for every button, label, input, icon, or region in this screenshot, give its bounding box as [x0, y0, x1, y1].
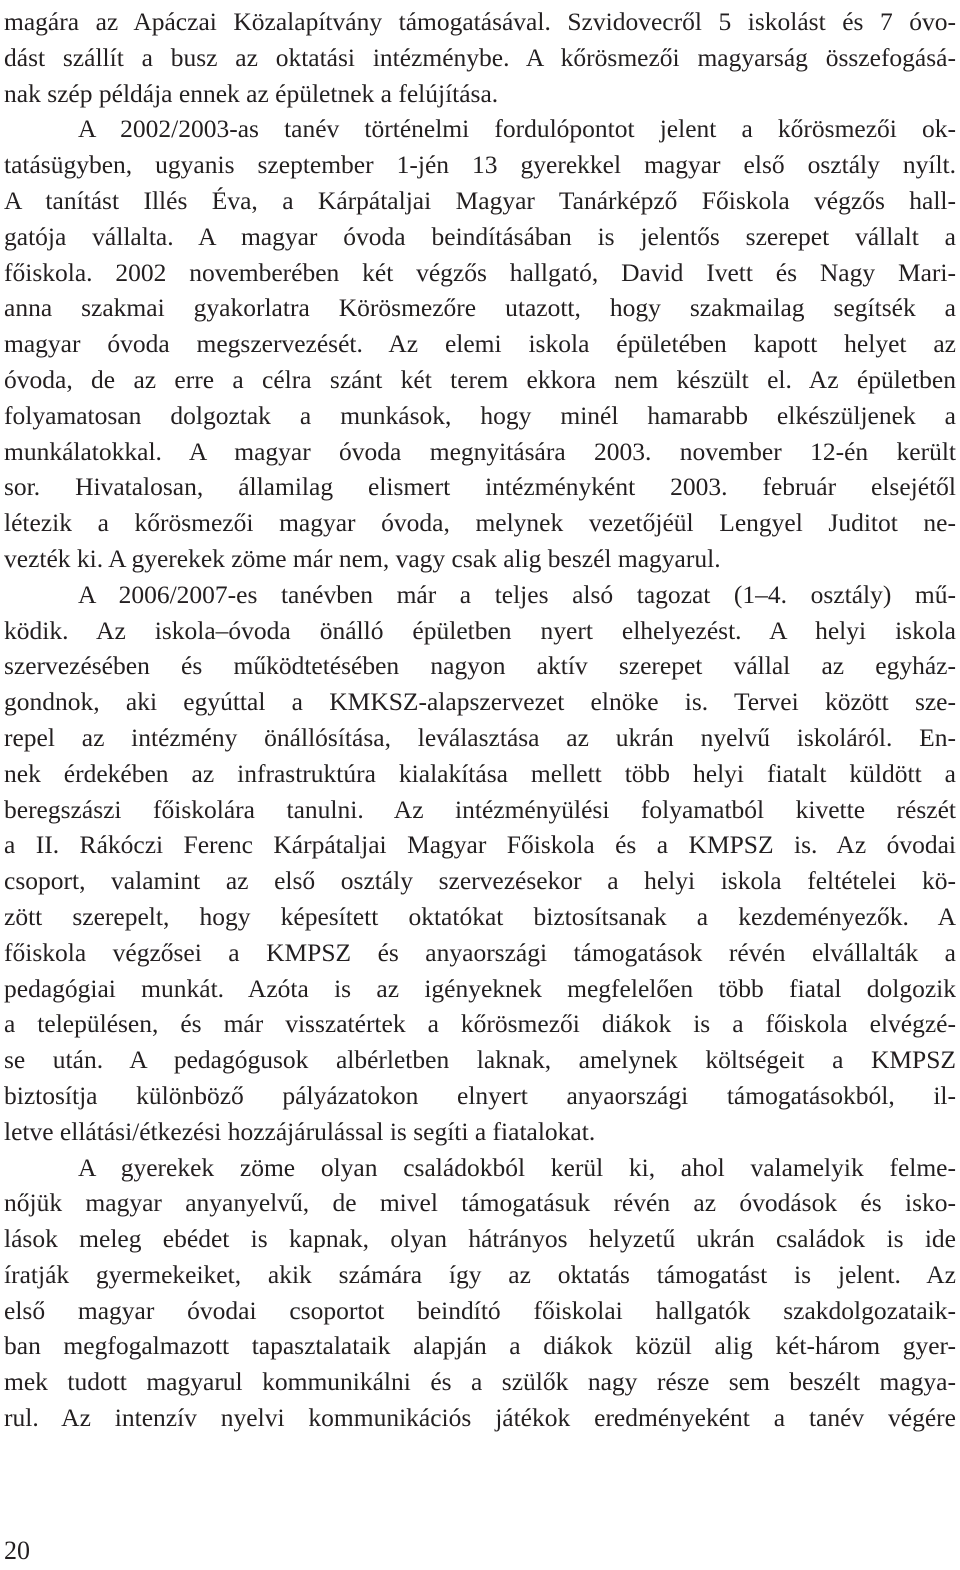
- text-line: vezték ki. A gyerekek zöme már nem, vagy csak alig beszél magyarul.: [4, 543, 721, 573]
- text-line: főiskola végzősei a KMPSZ és anyaországi támogatások révén elvállalták a: [4, 937, 956, 967]
- text-line: mek tudott magyarul kommunikálni és a szülők nagy része sem beszélt magya-: [4, 1367, 956, 1397]
- text-line: csoport, valamint az első osztály szervezésekor a helyi iskola feltételei kö-: [4, 866, 956, 896]
- text-line: ban megfogalmazott tapasztalataik alapján a diákok közül alig két-három gyer-: [4, 1331, 956, 1361]
- text-line: anna szakmai gyakorlatra Körösmezőre utazott, hogy szakmailag segítsék a: [4, 293, 956, 323]
- text-line: főiskola. 2002 novemberében két végzős hallgató, David Ivett és Nagy Mari-: [4, 257, 956, 287]
- text-line: munkálatokkal. A magyar óvoda megnyitására 2003. november 12-én került: [4, 436, 956, 466]
- text-line: első magyar óvodai csoportot beindító főiskolai hallgatók szakdolgozataik-: [4, 1295, 956, 1325]
- text-line: nek érdekében az infrastruktúra kialakítása mellett több helyi fiatalt küldött a: [4, 758, 956, 788]
- page-number: 20: [4, 1536, 30, 1565]
- text-line: magára az Apáczai Közalapítvány támogatásával. Szvidovecről 5 iskolást és 7 óvo-: [4, 7, 956, 36]
- text-line: tatásügyben, ugyanis szeptember 1-jén 13 gyerekkel magyar első osztály nyílt.: [4, 150, 956, 180]
- text-line: repel az intézmény önállósítása, leválasztása az ukrán nyelvű iskoláról. En-: [4, 722, 956, 752]
- text-line: gatója vállalta. A magyar óvoda beindításában is jelentős szerepet vállalt a: [4, 221, 956, 251]
- text-line: gondnok, aki egyúttal a KMKSZ-alapszervezet elnöke is. Tervei között sze-: [4, 687, 956, 717]
- text-line: magyar óvoda megszervezését. Az elemi iskola épületében kapott helyet az: [4, 329, 956, 359]
- text-line: ködik. Az iskola–óvoda önálló épületben nyert elhelyezést. A helyi iskola: [4, 615, 956, 645]
- text-line: nak szép példája ennek az épületnek a felújítása.: [4, 78, 499, 108]
- text-line: A 2006/2007-es tanévben már a teljes alsó tagozat (1–4. osztály) mű-: [78, 579, 956, 609]
- text-line: A gyerekek zöme olyan családokból kerül ki, ahol valamelyik felme-: [78, 1152, 956, 1182]
- text-line: A tanítást Illés Éva, a Kárpátaljai Magyar Tanárképző Főiskola végzős hall-: [4, 185, 956, 215]
- text-line: se után. A pedagógusok albérletben laknak, amelynek költségeit a KMPSZ: [4, 1045, 956, 1075]
- text-line: A 2002/2003-as tanév történelmi fordulópontot jelent a kőrösmezői ok-: [78, 114, 956, 144]
- body-text: [4, 4, 956, 1436]
- text-line: dást szállít a busz az oktatási intézménybe. A kőrösmezői magyarság összefogásá-: [4, 42, 956, 72]
- text-line: folyamatosan dolgoztak a munkások, hogy minél hamarabb elkészüljenek a: [4, 400, 956, 430]
- text-line: lások meleg ebédet is kapnak, olyan hátrányos helyzetű ukrán családok is ide: [4, 1224, 956, 1254]
- text-line: óvoda, de az erre a célra szánt két terem ekkora nem készült el. Az épületben: [4, 364, 956, 394]
- text-line: a II. Rákóczi Ferenc Kárpátaljai Magyar Főiskola és a KMPSZ is. Az óvodai: [4, 830, 956, 860]
- text-line: létezik a kőrösmezői magyar óvoda, melynek vezetőjéül Lengyel Juditot ne-: [4, 508, 956, 538]
- text-line: beregszászi főiskolára tanulni. Az intézményülési folyamatból kivette részét: [4, 794, 956, 824]
- text-line: szervezésében és működtetésében nagyon aktív szerepet vállal az egyház-: [4, 651, 956, 681]
- text-line: zött szerepelt, hogy képesített oktatókat biztosítsanak a kezdeményezők. A: [4, 901, 956, 931]
- text-line: letve ellátási/étkezési hozzájárulással is segíti a fiatalokat.: [4, 1116, 596, 1146]
- text-line: pedagógiai munkát. Azóta is az igényeknek megfelelően több fiatal dolgozik: [4, 973, 956, 1003]
- text-line: sor. Hivatalosan, államilag elismert intézményként 2003. február elsejétől: [4, 472, 956, 502]
- text-line: rul. Az intenzív nyelvi kommunikációs játékok eredményeként a tanév végére: [4, 1403, 956, 1433]
- text-line: íratják gyermekeiket, akik számára így az oktatás támogatást is jelent. Az: [4, 1259, 956, 1289]
- text-line: biztosítja különböző pályázatokon elnyert anyaországi támogatásokból, il-: [4, 1080, 956, 1110]
- text-line: nőjük magyar anyanyelvű, de mivel támogatásuk révén az óvodások és isko-: [4, 1188, 956, 1218]
- text-line: a településen, és már visszatértek a kőrösmezői diákok is a főiskola elvégzé-: [4, 1009, 956, 1039]
